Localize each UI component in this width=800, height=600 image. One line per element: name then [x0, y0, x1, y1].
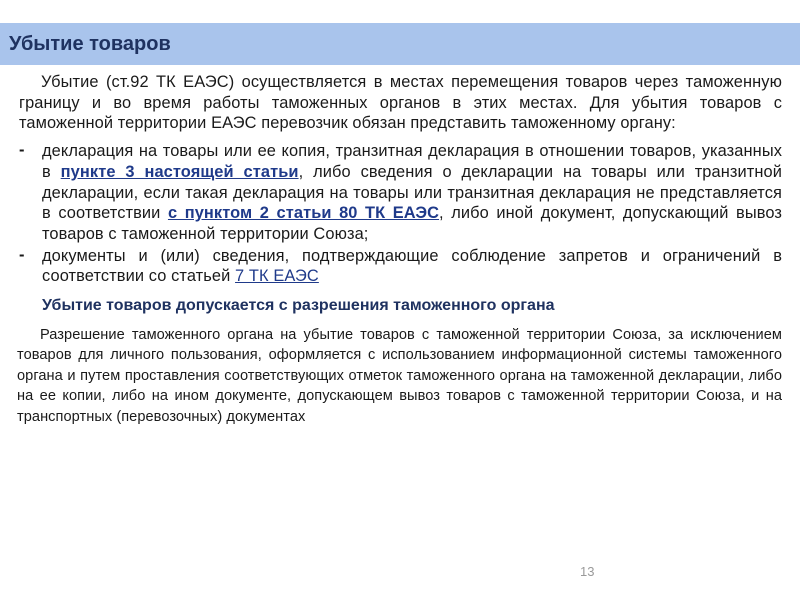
- bullet1-text-part3: , либо иной документ, допускающий вывоз товаров с таможенной территории Союза;: [42, 204, 782, 243]
- title-bar: [0, 23, 800, 65]
- bullet2-text-part1: документы и (или) сведения, подтверждающие соблюдение запретов и ограничений в соответствии со статьей: [42, 246, 782, 286]
- bullet1-text-part1: декларация на товары или ее копия, транзитная декларация в отношении товаров, указанных в: [42, 142, 782, 181]
- slide-content: [19, 72, 782, 427]
- list-item: [19, 141, 782, 245]
- section-subheading: Убытие товаров допускается с разрешения таможенного органа: [42, 297, 555, 315]
- link-article-7[interactable]: 7 ТК ЕАЭС: [235, 267, 319, 286]
- slide-title: Убытие товаров: [9, 33, 171, 55]
- bullet-marker: -: [19, 245, 25, 264]
- final-paragraph: Разрешение таможенного органа на убытие товаров с таможенной территории Союза, за исключением товаров для личного пользования, оформляется с использованием информационной системы таможенного органа и путем проставления соответствующих отметок таможенного органа на таможенной декларации, либо на ее копии, либо на ином документе, допускающем вывоз товаров с таможенной территории Союза, и на транспортных (перевозочных) документах: [17, 327, 782, 425]
- bullet1-text-part2: , либо сведения о декларации на товары или транзитной декларации, если такая декларация на товары или транзитная декларация не представляется в соответствии: [42, 162, 782, 223]
- link-article-80-point-2[interactable]: с пунктом 2 статьи 80 ТК ЕАЭС: [167, 204, 440, 223]
- requirements-list: [19, 141, 782, 287]
- intro-paragraph: Убытие (ст.92 ТК ЕАЭС) осуществляется в местах перемещения товаров через таможенную границу и во время работы таможенных органов в этих местах. Для убытия товаров с таможенной территории ЕАЭС перевозчик обязан представить таможенному органу:: [19, 73, 782, 133]
- list-item: [19, 246, 782, 287]
- link-article-point-3[interactable]: пункте 3 настоящей статьи: [60, 162, 299, 181]
- page-number: 13: [580, 564, 595, 579]
- bullet-marker: -: [19, 141, 25, 160]
